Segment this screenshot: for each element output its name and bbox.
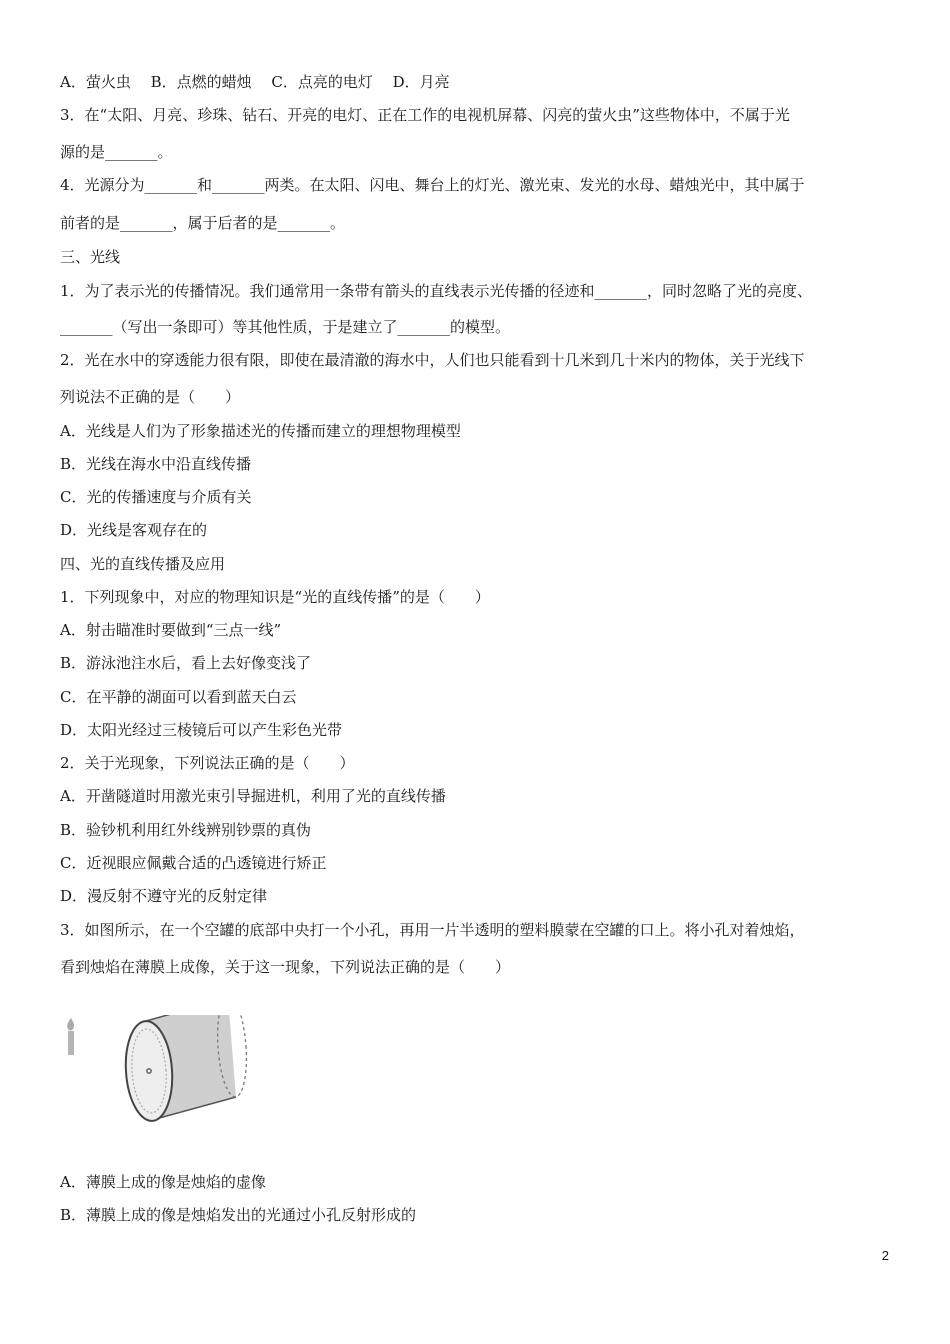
option-line: D．漫反射不遵守光的反射定律 (60, 887, 268, 905)
section-heading: 四、光的直线传播及应用 (60, 555, 226, 573)
text-line: 1．下列现象中，对应的物理知识是“光的直线传播”的是（ ） (60, 588, 490, 606)
text-line: 4．光源分为_______和_______两类。在太阳、闪电、舞台上的灯光、激光束、发光的水母、蜡烛光中，其中属于 (60, 176, 805, 194)
option-line: A．薄膜上成的像是烛焰的虚像 (60, 1173, 266, 1191)
option-line: B．光线在海水中沿直线传播 (60, 455, 252, 473)
text-line: 2．光在水中的穿透能力很有限，即使在最清澈的海水中，人们也只能看到十几米到几十米内的物体，关于光线下 (60, 351, 805, 369)
option-line: C．近视眼应佩戴合适的凸透镜进行矫正 (60, 854, 327, 872)
option-line: D．光线是客观存在的 (60, 521, 208, 539)
pinhole-camera-figure (60, 1015, 260, 1145)
text-line: 3．如图所示，在一个空罐的底部中央打一个小孔，再用一片半透明的塑料膜蒙在空罐的口上。将小孔对着烛焰， (60, 921, 805, 939)
option-line: D．太阳光经过三棱镜后可以产生彩色光带 (60, 721, 343, 739)
text-line: A．萤火虫 B．点燃的蜡烛 C．点亮的电灯 D．月亮 (60, 73, 450, 91)
text-line: 2．关于光现象，下列说法正确的是（ ） (60, 754, 355, 772)
text-line: _______（写出一条即可）等其他性质，于是建立了_______的模型。 (60, 318, 511, 336)
option-line: B．验钞机利用红外线辨别钞票的真伪 (60, 821, 312, 839)
option-line: A．射击瞄准时要做到“三点一线” (60, 621, 282, 639)
text-line: 1．为了表示光的传播情况。我们通常用一条带有箭头的直线表示光传播的径迹和_______，同时忽略了光的亮度、 (60, 282, 813, 300)
option-line: A．光线是人们为了形象描述光的传播而建立的理想物理模型 (60, 422, 461, 440)
text-line: 看到烛焰在薄膜上成像，关于这一现象，下列说法正确的是（ ） (60, 958, 511, 976)
option-line: C．光的传播速度与介质有关 (60, 488, 252, 506)
can-icon (123, 1015, 250, 1122)
text-line: 源的是_______。 (60, 143, 173, 161)
candle-icon (67, 1018, 74, 1055)
option-line: A．开凿隧道时用激光束引导掘进机，利用了光的直线传播 (60, 787, 446, 805)
text-line: 3．在“太阳、月亮、珍珠、钻石、开亮的电灯、正在工作的电视机屏幕、闪亮的萤火虫”这些物体中，不属于光 (60, 106, 790, 124)
option-line: C．在平静的湖面可以看到蓝天白云 (60, 688, 297, 706)
section-heading: 三、光线 (60, 248, 121, 266)
option-line: B．薄膜上成的像是烛焰发出的光通过小孔反射形成的 (60, 1206, 417, 1224)
text-line: 前者的是_______，属于后者的是_______。 (60, 214, 346, 232)
text-line: 列说法不正确的是（ ） (60, 388, 241, 406)
option-line: B．游泳池注水后，看上去好像变浅了 (60, 654, 312, 672)
page-number: 2 (881, 1248, 889, 1263)
